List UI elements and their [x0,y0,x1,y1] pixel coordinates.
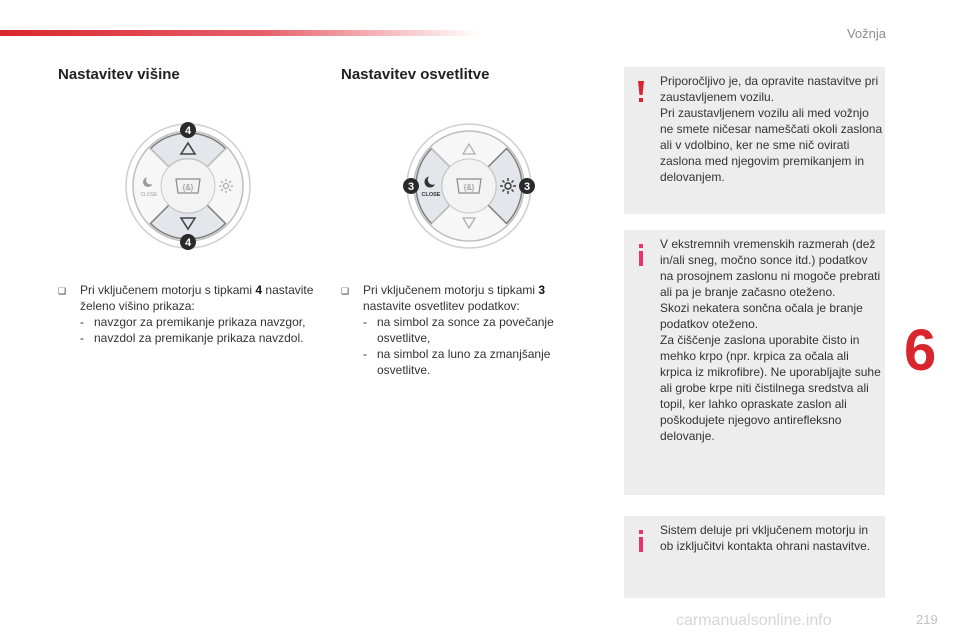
checkbox-bullet-icon: ❑ [341,286,350,296]
light-section-title: Nastavitev osvetlitve [341,66,490,83]
light-instructions [341,282,581,378]
list-item: - navzgor za premikanje prikaza navzgor, [80,315,306,329]
info-paragraph: Sistem deluje pri vključenem motorju in ob izključitvi kontakta ohrani nastavitve. [660,523,871,553]
list-item: - na simbol za luno za zmanjšanje osvetlitve. [363,347,551,377]
brightness-control-diagram [402,120,536,252]
key-number-bottom: 4 [184,237,192,249]
key-number-top: 4 [184,125,192,137]
info-paragraph: V ekstremnih vremenskih razmerah (dež in/ali sneg, močno sonce itd.) podatkov na prosojnem zaslonu ni mogoče prebrati ali pa je branje začasno oteženo. [660,237,881,299]
height-control-diagram [122,120,254,252]
info-box-weather [624,230,885,495]
header-accent-bar [0,30,480,36]
warning-paragraph: Pri zaustavljenem vozilu ali med vožnjo ne smete ničesar nameščati okoli zaslona ali v vdolbino, ker ne sme nič ovirati zaslona med njegovim premikanjem in delovanjem. [660,106,883,184]
key-number-right: 3 [523,181,531,193]
info-paragraph: Skozi nekatera sončna očala je branje podatkov oteženo. [660,301,863,331]
height-section-title: Nastavitev višine [58,66,180,83]
page-number: 219 [916,612,938,627]
light-instruction-text: Pri vključenem motorju s tipkami 3 nastavite osvetlitev podatkov: [363,283,546,313]
key-number-left: 3 [407,181,415,193]
close-label: CLOSE [421,192,441,198]
svg-text:{&}: {&} [463,183,475,192]
close-label: CLOSE [140,192,158,198]
list-item: - navzdol za premikanje prikaza navzdol. [80,331,304,345]
exclamation-icon [636,81,646,103]
info-paragraph: Za čiščenje zaslona uporabite čisto in mehko krpo (npr. krpica za očala ali krpica iz mikrofibre). Ne uporabljajte suhe ali grobe krpe niti čistilnega sredstva ali topil, ker lahko opraskate zaslon ali poškodujete njegovo antirefleksno delovanje. [660,333,881,443]
info-icon [636,244,646,266]
chapter-number: 6 [904,318,937,383]
list-item: - na simbol za sonce za povečanje osvetlitve, [363,315,554,345]
height-instructions [58,282,320,346]
section-title: Vožnja [846,26,886,41]
height-instruction-text: Pri vključenem motorju s tipkami 4 nastavite želeno višino prikaza: [80,283,314,313]
warning-paragraph: Priporočljivo je, da opravite nastavitve pri zaustavljenem vozilu. [660,74,879,104]
info-icon [636,530,646,552]
warning-box [624,67,885,214]
svg-text:{&}: {&} [182,183,194,192]
watermark: carmanualsonline.info [676,612,832,629]
info-box-memory [624,516,885,598]
checkbox-bullet-icon: ❑ [58,286,67,296]
